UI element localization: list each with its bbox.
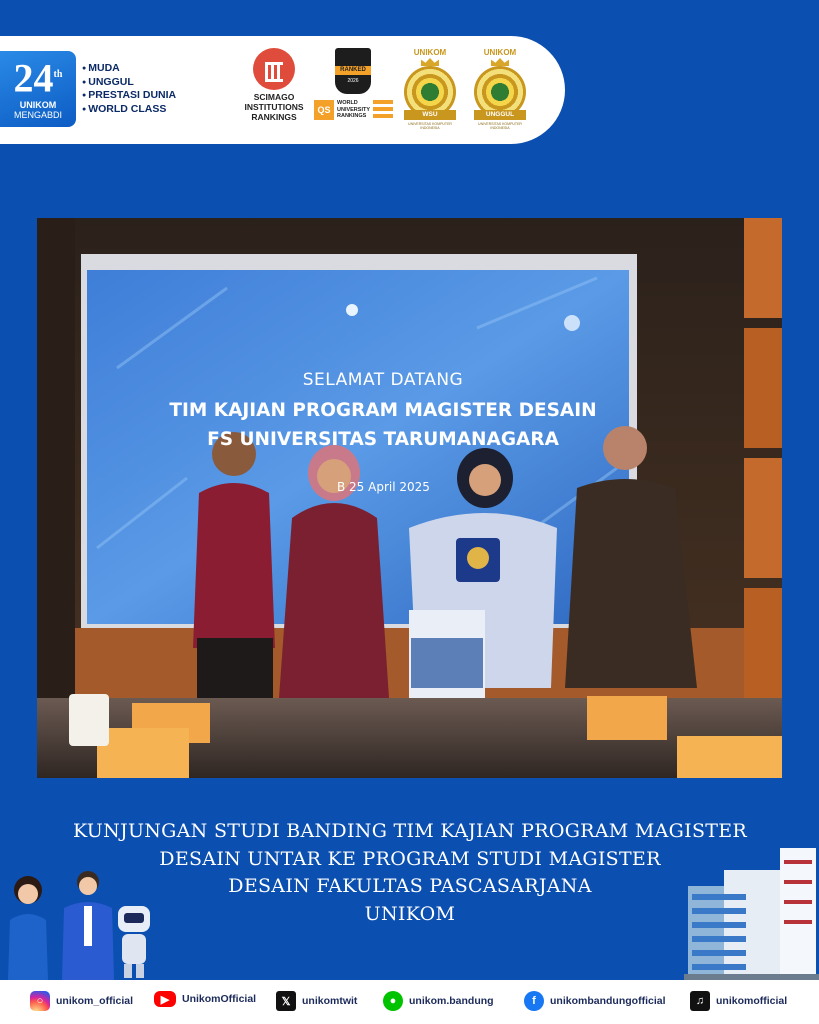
tiktok-icon: ♫ [690, 991, 710, 1011]
x-icon: 𝕏 [276, 991, 296, 1011]
line-icon: ● [383, 991, 403, 1011]
caption-line: DESAIN UNTAR KE PROGRAM STUDI MAGISTER [159, 847, 661, 870]
slide-welcome-text: SELAMAT DATANG [302, 370, 464, 390]
qs-ranking-logo: RANKED 2026 QS WORLD UNIVERSITY RANKINGS [314, 48, 394, 120]
tagline-item: ● MUDA [82, 62, 176, 76]
social-facebook[interactable]: f unikombandungofficial [524, 991, 666, 1011]
slide-date: B 25 April 2025 [337, 480, 430, 494]
qs-ranked-badge: RANKED 2026 [335, 48, 371, 94]
unikom-24th-logo: 24th UNIKOM MENGABDI [0, 51, 76, 127]
instagram-icon: ○ [30, 991, 50, 1011]
photo-scene [37, 218, 782, 778]
tagline-item: ● PRESTASI DUNIA [82, 89, 176, 103]
facebook-icon: f [524, 991, 544, 1011]
scimago-logo: SCIMAGO INSTITUTIONS RANKINGS [238, 48, 310, 122]
wsu-badge: UNIKOM WSU UNIVERSITAS KOMPUTER INDONESIA [400, 48, 460, 130]
mascot-illustration [0, 868, 170, 980]
social-line[interactable]: ● unikom.bandung [383, 991, 494, 1011]
tagline-item: ● WORLD CLASS [82, 103, 176, 117]
caption-line: DESAIN FAKULTAS PASCASARJANA [228, 875, 592, 897]
social-x[interactable]: 𝕏 unikomtwit [276, 991, 357, 1011]
scimago-icon [253, 48, 295, 90]
slide-title-line2: FS UNIVERSITAS TARUMANAGARA [207, 429, 559, 450]
crown-icon [421, 58, 439, 66]
campus-building-illustration [684, 840, 819, 980]
social-tiktok[interactable]: ♫ unikomofficial [690, 991, 787, 1011]
caption-line: UNIKOM [364, 902, 456, 925]
youtube-icon: ▶ [154, 991, 176, 1007]
crown-icon [491, 58, 509, 66]
slide-title-line1: TIM KAJIAN PROGRAM MAGISTER DESAIN [169, 400, 597, 421]
caption-line: KUNJUNGAN STUDI BANDING TIM KAJIAN PROGRAM MAGISTER [72, 820, 748, 842]
social-instagram[interactable]: ○ unikom_official [30, 991, 133, 1011]
social-youtube[interactable]: ▶ UnikomOfficial [154, 991, 256, 1007]
event-photo [37, 218, 782, 778]
tagline-item: ● UNGGUL [82, 76, 176, 90]
tagline-list [82, 62, 176, 116]
unggul-badge: UNIKOM UNGGUL UNIVERSITAS KOMPUTER INDONESIA [470, 48, 530, 130]
